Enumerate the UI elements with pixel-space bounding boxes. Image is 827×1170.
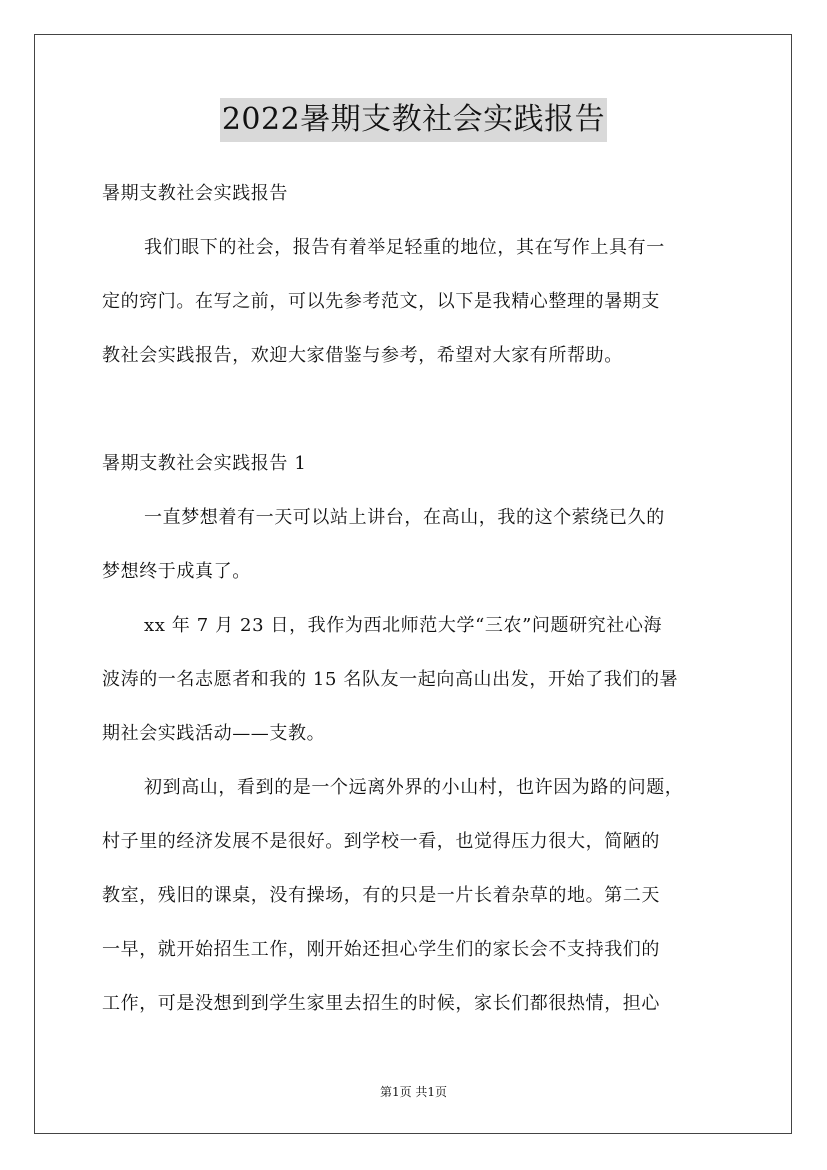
page-number-footer: 第1页 共1页 <box>379 1085 448 1099</box>
paragraph-line: 一直梦想着有一天可以站上讲台，在高山，我的这个萦绕已久的 <box>144 507 665 528</box>
paragraph-line: 波涛的一名志愿者和我的 15 名队友一起向高山出发，开始了我们的暑 <box>102 669 679 690</box>
paragraph-line: 一早，就开始招生工作，刚开始还担心学生们的家长会不支持我们的 <box>102 939 660 960</box>
subtitle: 暑期支教社会实践报告 <box>102 183 288 204</box>
paragraph-line: 初到高山，看到的是一个远离外界的小山村，也许因为路的问题， <box>144 777 684 798</box>
section-heading: 暑期支教社会实践报告 1 <box>102 453 307 474</box>
paragraph-line: 期社会实践活动——支教。 <box>102 723 326 744</box>
paragraph-line: 工作，可是没想到到学生家里去招生的时候，家长们都很热情，担心 <box>102 993 660 1014</box>
paragraph-line: 教室，残旧的课桌，没有操场，有的只是一片长着杂草的地。第二天 <box>102 885 660 906</box>
paragraph-line: xx 年 7 月 23 日，我作为西北师范大学“三农”问题研究社心海 <box>144 615 663 636</box>
paragraph-line: 村子里的经济发展不是很好。到学校一看，也觉得压力很大，简陋的 <box>102 831 660 852</box>
paragraph-line: 梦想终于成真了。 <box>102 561 251 582</box>
intro-line: 我们眼下的社会，报告有着举足轻重的地位，其在写作上具有一 <box>144 237 665 258</box>
intro-line: 教社会实践报告，欢迎大家借鉴与参考，希望对大家有所帮助。 <box>102 345 623 366</box>
title-container <box>0 98 827 142</box>
document-title: 2022暑期支教社会实践报告 <box>220 98 607 142</box>
intro-line: 定的窍门。在写之前，可以先参考范文，以下是我精心整理的暑期支 <box>102 291 660 312</box>
